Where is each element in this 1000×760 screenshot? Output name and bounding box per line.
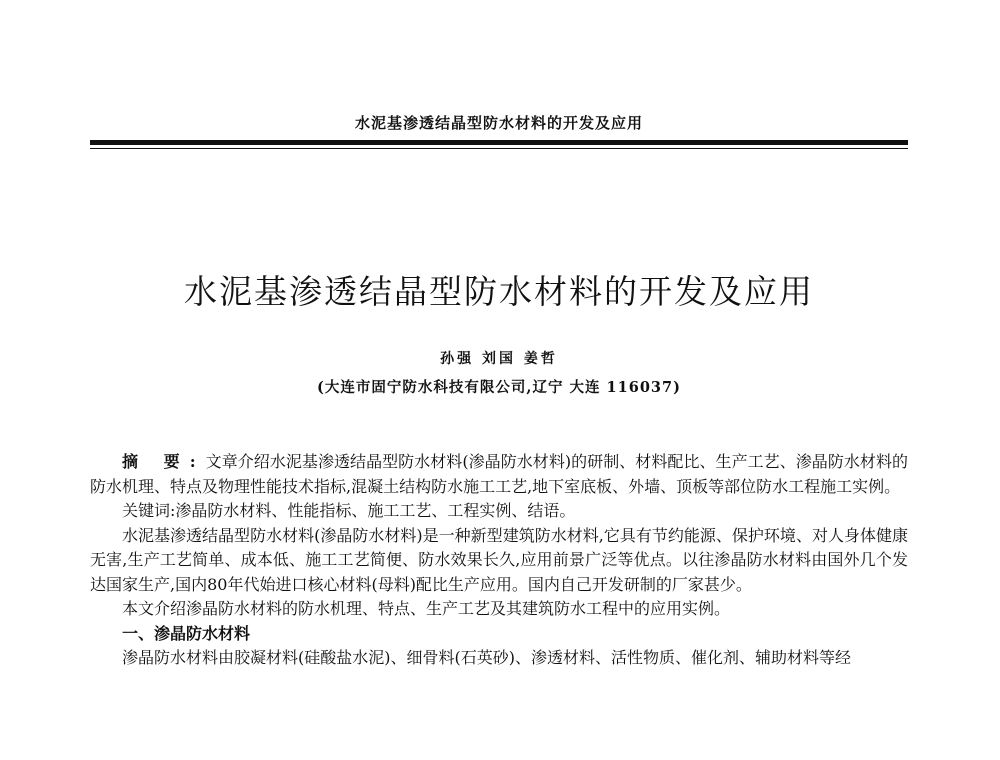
abstract-paragraph [90,450,908,499]
article-authors: 孙强 刘国 姜哲 [440,351,558,367]
header-rule-thin [90,148,908,149]
abstract-text: 文章介绍水泥基渗透结晶型防水材料(渗晶防水材料)的研制、材料配比、生产工艺、渗晶防水材料的防水机理、特点及物理性能技术指标,混凝土结构防水施工工艺,地下室底板、外墙、顶板等部位防水工程施工实例。 [90,452,908,496]
running-head: 水泥基渗透结晶型防水材料的开发及应用 [354,114,643,132]
article-affiliation: (大连市固宁防水科技有限公司,辽宁 大连 116037) [317,379,681,396]
keywords-label: 关键词: [122,501,176,520]
article-body [90,450,908,671]
body-paragraph-3: 渗晶防水材料由胶凝材料(硅酸盐水泥)、细骨料(石英砂)、渗透材料、活性物质、催化剂、辅助材料等经 [122,648,851,667]
header-rule-thick [90,140,908,145]
keywords-paragraph [90,499,908,524]
section-heading: 一、渗晶防水材料 [122,623,251,643]
abstract-label: 摘 要: [122,452,206,471]
article-title: 水泥基渗透结晶型防水材料的开发及应用 [184,272,814,311]
body-paragraph-1: 水泥基渗透结晶型防水材料(渗晶防水材料)是一种新型建筑防水材料,它具有节约能源、保护环境、对人身体健康无害,生产工艺简单、成本低、施工工艺简便、防水效果长久,应用前景广泛等优点。以往渗晶防水材料由国外几个发达国家生产,国内80年代始进口核心材料(母料)配比生产应用。国内自己开发研制的厂家甚少。 [90,525,908,594]
keywords-text: 渗晶防水材料、性能指标、施工工艺、工程实例、结语。 [175,501,576,520]
body-paragraph-2: 本文介绍渗晶防水材料的防水机理、特点、生产工艺及其建筑防水工程中的应用实例。 [122,599,731,618]
